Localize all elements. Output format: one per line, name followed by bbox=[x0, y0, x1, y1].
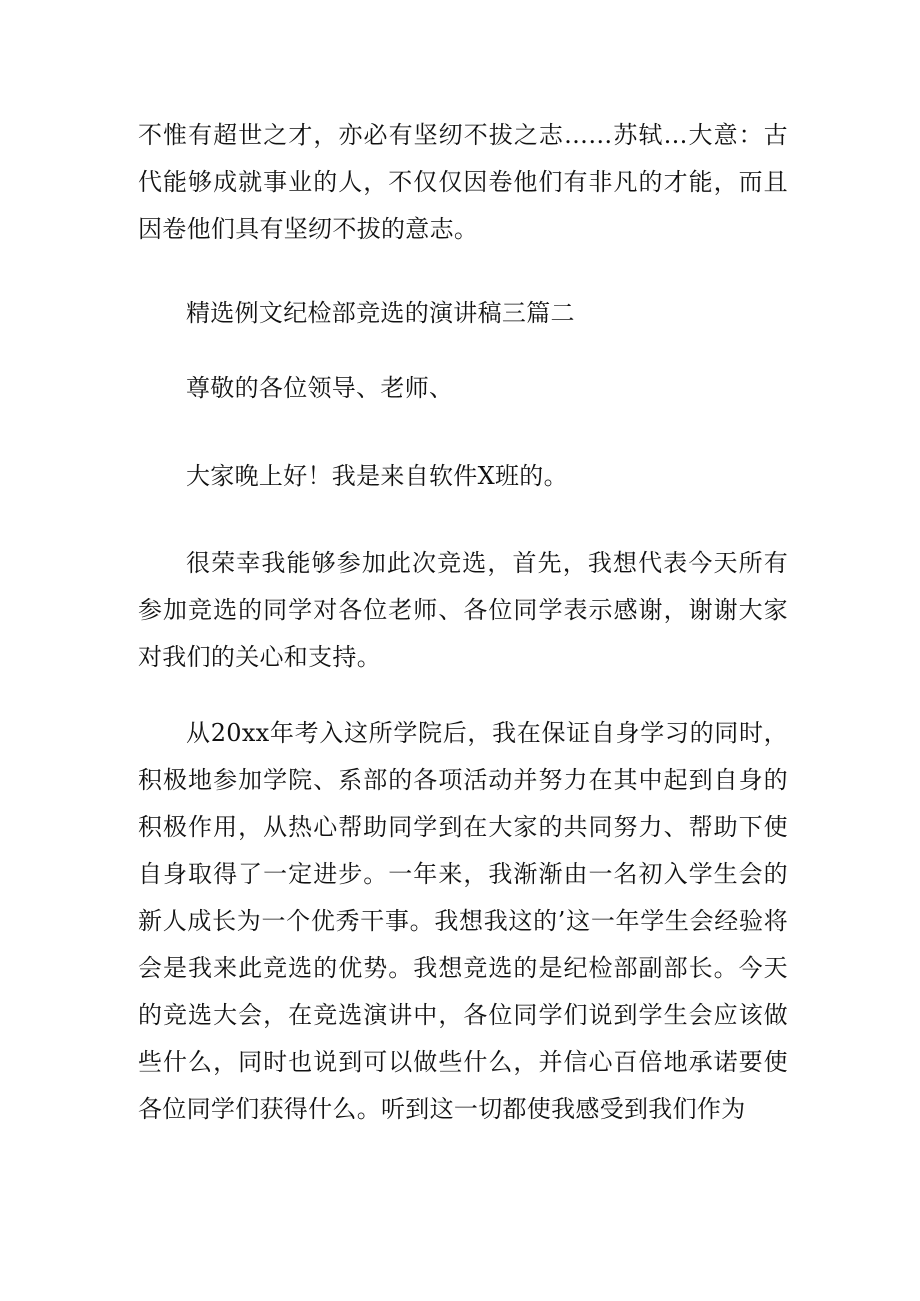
paragraph-thanks: 很荣幸我能够参加此次竞选，首先，我想代表今天所有参加竞选的同学对各位老师、各位同学表示感谢，谢谢大家对我们的关心和支持。 bbox=[138, 549, 788, 671]
salutation: 尊敬的各位领导、老师、 bbox=[186, 374, 454, 402]
greeting: 大家晚上好！我是来自软件X班的。 bbox=[186, 462, 568, 490]
paragraph-experience: 从20xx年考入这所学院后，我在保证自身学习的同时，积极地参加学院、系部的各项活动并努力在其中起到自身的积极作用，从热心帮助同学到在大家的共同努力、帮助下使自身取得了一定进步。一年来，我渐渐由一名初入学生会的新人成长为一个优秀干事。我想我这的’这一年学生会经验将会是我来此竞选的优势。我想竞选的是纪检部副部长。今天的竞选大会，在竞选演讲中，各位同学们说到学生会应该做些什么，同时也说到可以做些什么，并信心百倍地承诺要使各位同学们获得什么。听到这一切都使我感受到我们作为 bbox=[138, 719, 788, 1123]
paragraph-quote-explanation: 不惟有超世之才，亦必有坚纫不拔之志……苏轼…大意：古代能够成就事业的人，不仅仅因卷他们有非凡的才能，而且因卷他们具有坚纫不拔的意志。 bbox=[138, 121, 788, 243]
section-title: 精选例文纪检部竞选的演讲稿三篇二 bbox=[186, 299, 575, 327]
